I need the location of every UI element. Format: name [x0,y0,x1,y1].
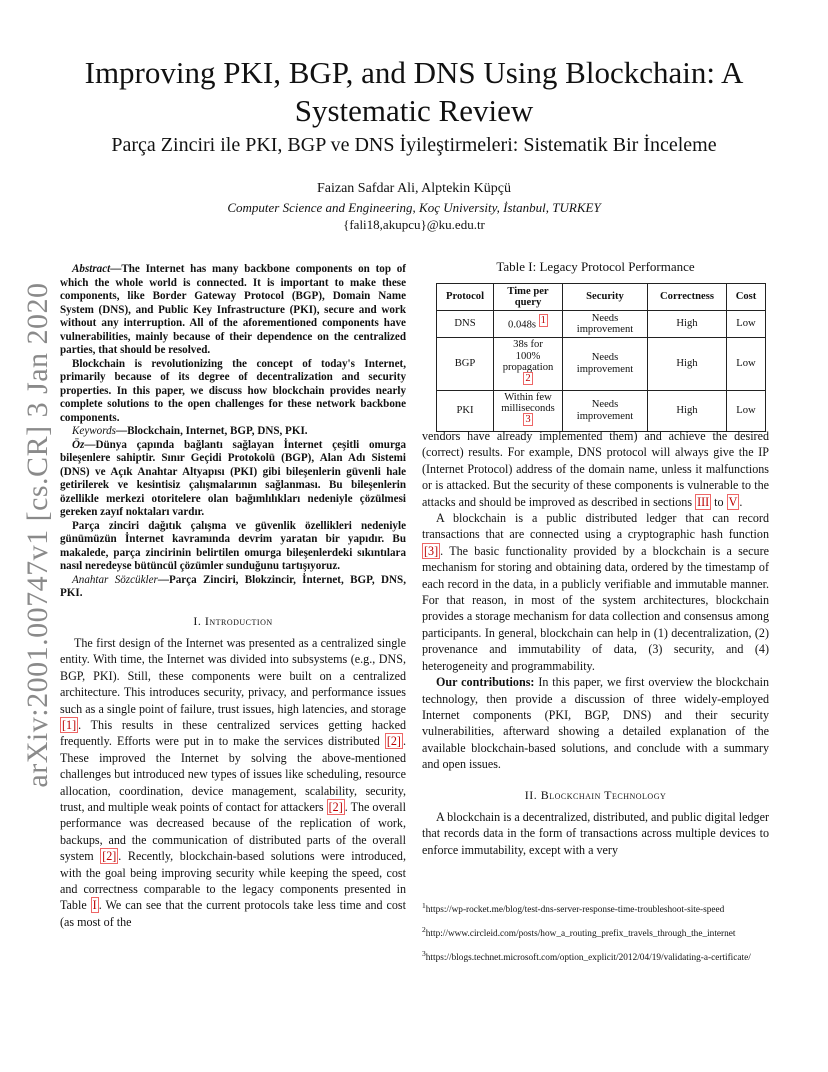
table-cell: Within few milliseconds 3 [494,390,563,431]
table-link[interactable]: I [92,898,97,913]
right-paragraph-continued: vendors have already implemented them) and achieve the desired (correct) results. For example, DNS protocol will always give the IP (Internet Protocol) address of the domain name, unless it malfunctions or is attacked. But the security of these components is vulnerable to the attacks and should be improved as described in sections III to V . [422,429,769,509]
table-cell: Needs improvement [563,390,648,431]
table-cell: 0.048s 1 [494,311,563,338]
table-cell: High [648,390,727,431]
table-cell: Low [727,311,766,338]
table-cell: Needs improvement [563,311,648,338]
table-cell: High [648,311,727,338]
footnote-link[interactable]: 3 [525,413,531,425]
footnote-url[interactable]: https://wp-rocket.me/blog/test-dns-server-response-time-troubleshoot-site-speed [425,905,725,915]
table-cell: PKI [437,390,494,431]
footnote-number: 1 [422,900,426,910]
oz-keywords-label: Anahtar Sözcükler [72,573,158,586]
abstract-p1 [60,263,406,358]
oz-text: —Dünya çapında bağlantı sağlayan İnternet çeşitli omurga bileşenlere sahiptir. Sınır Geçidi Protokolü (BGP), Alan Adı Sistemi (DNS) ve Açık Anahtar Altyapısı (PKI) gibi bileşenlerin güvenli hale getirilerek ve kesintisiz çalışmalarının sağlanması. Bu bileşenlerin özellikle merkezi otoritelere olan bağımlılıkları nedeniyle çözülmesi gereken zayıf noktaları vardır. [60,438,406,518]
footnote-3 [422,948,769,964]
right-column [422,428,769,858]
table-cell: Low [727,338,766,391]
abstract-text: —The Internet has many backbone components on top of which the whole world is connected. It is important to make these components, like Border Gateway Protocol (BGP), Domain Name System (DNS), and Public Key Infrastructure (PKI), secure and work without any interruption. All of the aforementioned components have vulnerabilities, mainly because of their dependence on the centralized parties, that should be resolved. [60,263,406,356]
citation-link[interactable]: [2] [328,799,343,814]
footnote-url[interactable]: https://blogs.technet.microsoft.com/option_explicit/2012/04/19/validating-a-certificate/ [425,953,751,963]
table-row [437,390,766,431]
table-header: Security [563,284,648,311]
affiliation: Computer Science and Engineering, Koç University, İstanbul, TURKEY [227,200,601,215]
blockchain-paragraph: A blockchain is a public distributed ledger that can record transactions that are connected using a cryptographic hash function [3] . The basic functionality provided by a blockchain is a secure mechanism for storing and obtaining data, ordered by the timestamp of each record in the data, in a publicly verifiable and immutable manner. For that reason, in most of the system architectures, blockchain provides a storage mechanism for data collection and consensus among participants. In general, blockchain can help in (1) decentralization, (2) provenance and immutability of data, (3) security, and (4) heterogeneity and programmability. [422,511,769,673]
oz-keywords [60,574,406,601]
keywords [60,425,406,439]
citation-link[interactable]: [1] [62,717,77,732]
table-row [437,338,766,391]
table-header: Correctness [648,284,727,311]
abstract-p2: Blockchain is revolutionizing the concept of today's Internet, primarily because of its degree of decentralization and security properties. In this paper, we discuss how blockchain provides nearly complete solutions to the open challenges for these network backbone components. [60,357,406,424]
left-column [60,263,406,930]
oz-p1 [60,439,406,520]
table-header-row [437,284,766,311]
intro-paragraph: The first design of the Internet was presented as a centralized single entity. With time, the Internet was divided into subsystems (e.g., DNS, BGP, PKI). Still, these components were built on a centralized architecture. This introduces security, privacy, and performance issues such as a single point of failure, trust issues, high latencies, and storage [1] . This results in these centralized services getting hacked frequently. Efforts were put in to make the services distributed [2] . These improved the Internet by solving the above-mentioned challenges but introduced new types of issues like scheduling, resource allocation, coordination, device management, scalability, security, trust, and multiple weak points of contact for attackers [2] . The overall performance was decreased because of the replication of work, backups, and the communication of distributed parts of the overall system [2] . Recently, blockchain-based solutions were introduced, with the goal being improving security while keeping the speed, cost and correctness comparable to the legacy components presented in Table I . We can see that the current protocols take less time and cost (as most of the [60,635,406,929]
table-cell: Needs improvement [563,338,648,391]
blockchain-tech-paragraph: A blockchain is a decentralized, distributed, and public digital ledger that records data in the form of transactions across multiple devices to enforce immutability, except with a very [422,809,769,857]
abstract-label: Abstract [72,263,111,275]
table-header: Protocol [437,284,494,311]
footnote-number: 2 [422,924,426,934]
contributions-label: Our contributions: [436,675,535,690]
oz-p2: Parça zinciri dağıtık çalışma ve güvenlik özellikleri nedeniyle günümüzün İnternet kavramında devrim yaratan bir yapıdır. Bu makalede, parça zincirinin belirtilen omurga bileşenlerdeki sıkıntılara nasıl neredeyse bütüncül çözümler sunduğunu tartışıyoruz. [60,519,406,572]
arxiv-stamp-text: arXiv:2001.00747v1 [cs.CR] 3 Jan 2020 [21,282,54,788]
footnote-2 [422,924,769,940]
footnote-1 [422,900,769,916]
contributions-paragraph: Our contributions: In this paper, we first overview the blockchain technology, then provide a discussion of three widely-employed Internet components (PKI, BGP, DNS) and their security vulnerabilities, afterward showing a detailed explanation of the available blockchain-based solutions, and conclude with a summary and open issues. [422,675,769,772]
table-cell: BGP [437,338,494,391]
footnote-number: 3 [422,948,426,958]
citation-link[interactable]: [2] [386,734,401,749]
oz-keywords-text: —Parça Zinciri, Blokzincir, İnternet, BGP, DNS, PKI. [60,573,406,599]
paper-subtitle: Parça Zinciri ile PKI, BGP ve DNS İyileştirmeleri: Sistematik Bir İnceleme [111,134,717,156]
section-link[interactable]: V [728,494,738,509]
table-header: Time per query [494,284,563,311]
section-link[interactable]: III [697,494,710,509]
table-cell: Low [727,390,766,431]
section-heading-introduction: I. Introduction [193,613,273,628]
table-cell: DNS [437,311,494,338]
table-cell: High [648,338,727,391]
arxiv-stamp [18,282,58,788]
citation-link[interactable]: [3] [424,543,439,558]
protocol-table [436,283,766,432]
paper-title: Improving PKI, BGP, and DNS Using Blockchain: A Systematic Review [84,55,744,128]
oz-label: Öz [72,438,85,451]
email: {fali18,akupcu}@ku.edu.tr [343,217,485,232]
footnote-link[interactable]: 1 [540,315,546,327]
authors: Faizan Safdar Ali, Alptekin Küpçü [316,181,512,196]
table-caption: Table I: Legacy Protocol Performance [496,259,695,274]
table-row [437,311,766,338]
keywords-label: Keywords [72,425,116,437]
table-cell: 38s for 100% propagation 2 [494,338,563,391]
citation-link[interactable]: [2] [102,849,117,864]
footnote-url[interactable]: http://www.circleid.com/posts/how_a_routing_prefix_travels_through_the_internet [425,929,736,939]
keywords-text: —Blockchain, Internet, BGP, DNS, PKI. [115,425,308,437]
section-heading-blockchain: II. Blockchain Technology [524,787,667,802]
footnote-link[interactable]: 2 [525,372,531,384]
table-header: Cost [727,284,766,311]
